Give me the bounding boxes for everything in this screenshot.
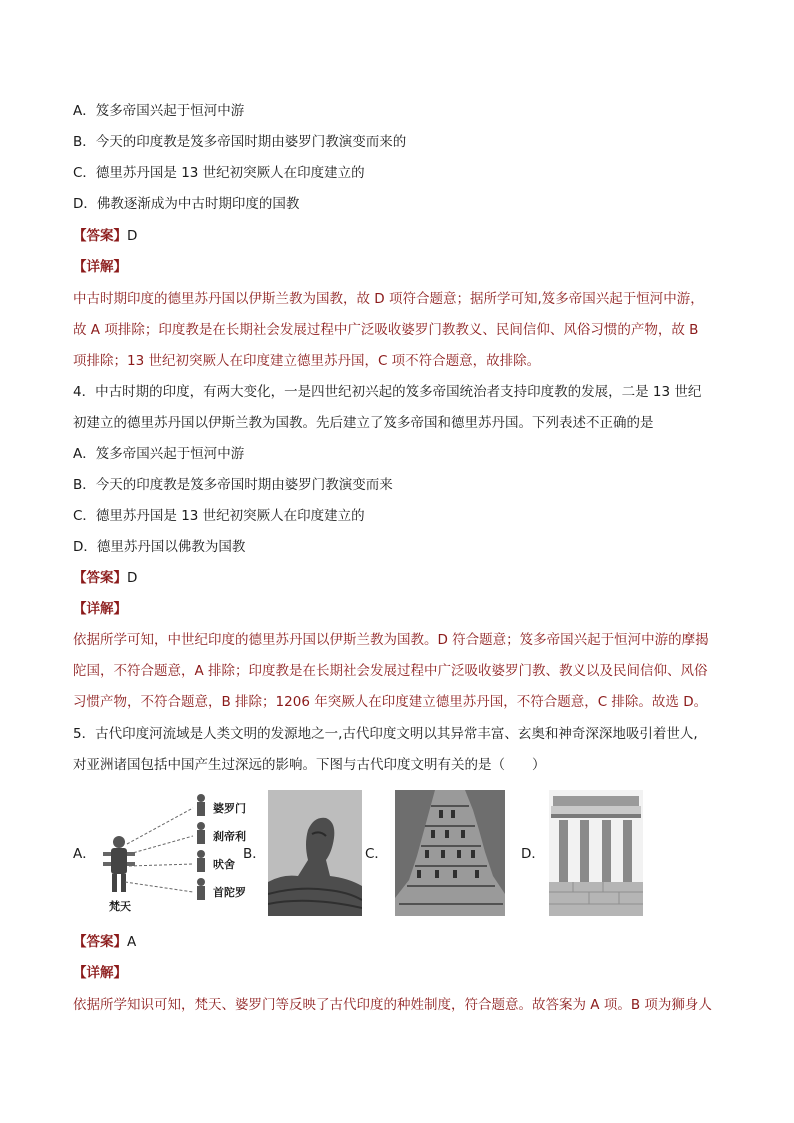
answer-label: 【答案】 xyxy=(73,934,127,950)
vaishya-figure-icon xyxy=(197,850,205,872)
q4-detail-line: 习惯产物，不符合题意，B 排除；1206 年突厥人在印度建立德里苏丹国，不符合题意，C 排除。故选 D。 xyxy=(73,694,708,710)
answer-value: A xyxy=(127,934,137,950)
detail-label: 【详解】 xyxy=(73,601,127,617)
tower-of-babel-painting xyxy=(395,790,505,916)
q5-option-d-label: D． xyxy=(521,846,545,862)
q5-option-c-label: C． xyxy=(365,846,388,862)
q4-option-a: A．笈多帝国兴起于恒河中游 xyxy=(73,446,245,462)
q3-detail-label xyxy=(73,257,127,277)
kshatriya-figure-icon xyxy=(197,822,205,844)
q4-option-d: D．德里苏丹国以佛教为国教 xyxy=(73,539,246,555)
q4-detail-label xyxy=(73,599,127,619)
q4-answer xyxy=(73,568,137,588)
caste-label-shudra: 首陀罗 xyxy=(213,886,246,899)
q3-option-c: C．德里苏丹国是 13 世纪初突厥人在印度建立的 xyxy=(73,165,365,181)
q4-detail-line: 依据所学可知，中世纪印度的德里苏丹国以伊斯兰教为国教。D 符合题意；笈多帝国兴起于恒河中游的摩揭 xyxy=(73,632,709,648)
varna-caste-diagram xyxy=(97,790,246,918)
q5-option-b-label: B． xyxy=(243,846,266,862)
caste-label-kshatriya: 刹帝利 xyxy=(213,830,246,843)
q5-detail-label xyxy=(73,963,127,983)
caste-label-brahmin: 婆罗门 xyxy=(213,802,246,815)
q3-answer xyxy=(73,226,137,246)
detail-label: 【详解】 xyxy=(73,965,127,981)
q3-option-b: B．今天的印度教是笈多帝国时期由婆罗门教演变而来的 xyxy=(73,134,407,150)
q4-option-c: C．德里苏丹国是 13 世纪初突厥人在印度建立的 xyxy=(73,508,365,524)
q4-stem-line: 初建立的德里苏丹国以伊斯兰教为国教。先后建立了笈多帝国和德里苏丹国。下列表述不正确的是 xyxy=(73,415,654,431)
q4-stem-line: 4．中古时期的印度，有两大变化，一是四世纪初兴起的笈多帝国统治者支持印度教的发展，二是 13 世纪 xyxy=(73,384,702,400)
q5-option-a-label: A． xyxy=(73,846,96,862)
caryatid-porch-photo xyxy=(549,790,643,916)
brahmin-figure-icon xyxy=(197,794,205,816)
q5-answer xyxy=(73,932,136,952)
q3-option-a: A．笈多帝国兴起于恒河中游 xyxy=(73,103,245,119)
shudra-figure-icon xyxy=(197,878,205,900)
detail-label: 【详解】 xyxy=(73,259,127,275)
q4-detail-line: 陀国，不符合题意，A 排除；印度教是在长期社会发展过程中广泛吸收婆罗门教、教义以及民间信仰、风俗 xyxy=(73,663,708,679)
caste-label-vaishya: 吠舍 xyxy=(213,858,235,871)
q3-detail-line: 项排除；13 世纪初突厥人在印度建立德里苏丹国，C 项不符合题意，故排除。 xyxy=(73,353,541,369)
q4-option-b: B．今天的印度教是笈多帝国时期由婆罗门教演变而来 xyxy=(73,477,393,493)
q5-detail-line: 依据所学知识可知，梵天、婆罗门等反映了古代印度的种姓制度，符合题意。故答案为 A 项。B 项为狮身人 xyxy=(73,997,712,1013)
q3-option-d: D．佛教逐渐成为中古时期印度的国教 xyxy=(73,196,300,212)
answer-value: D xyxy=(127,228,138,244)
answer-label: 【答案】 xyxy=(73,570,127,586)
sphinx-photo xyxy=(268,790,362,916)
q5-stem-line: 对亚洲诸国包括中国产生过深远的影响。下图与古代印度文明有关的是（ ） xyxy=(73,757,546,773)
q3-detail-line: 中古时期印度的德里苏丹国以伊斯兰教为国教，故 D 项符合题意；据所学可知,笈多帝国兴起于恒河中游， xyxy=(73,291,704,307)
answer-label: 【答案】 xyxy=(73,228,127,244)
q3-detail-line: 故 A 项排除；印度教是在长期社会发展过程中广泛吸收婆罗门教教义、民间信仰、风俗习惯的产物，故 B xyxy=(73,322,699,338)
q5-option-images xyxy=(73,790,673,920)
brahma-figure-icon xyxy=(103,836,135,892)
answer-value: D xyxy=(127,570,138,586)
caste-label-brahma: 梵天 xyxy=(109,900,131,913)
q5-stem-line: 5．古代印度河流域是人类文明的发源地之一,古代印度文明以其异常丰富、玄奥和神奇深深地吸引着世人, xyxy=(73,726,698,742)
